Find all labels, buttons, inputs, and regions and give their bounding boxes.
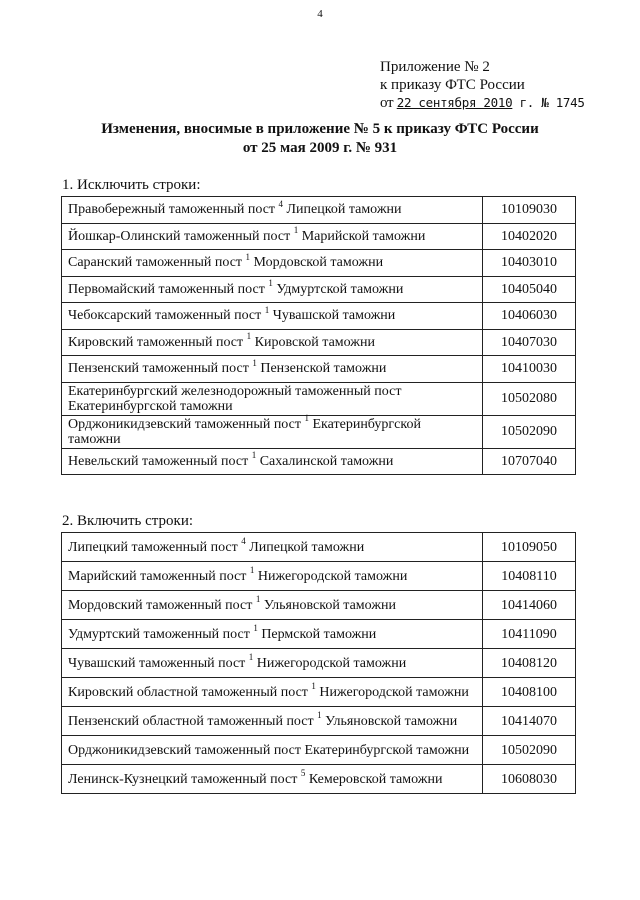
customs-post-name: Первомайский таможенный пост [68, 281, 265, 297]
customs-post-cell [62, 356, 483, 383]
customs-office-name: Мордовской таможни [250, 255, 384, 271]
customs-office-name: Екатеринбургской таможни [68, 416, 421, 447]
customs-post-code: 10407030 [483, 329, 576, 356]
customs-post-code: 10608030 [483, 765, 576, 794]
appendix-order-ref: к приказу ФТС России [380, 77, 525, 93]
footnote-marker: 1 [255, 593, 261, 604]
customs-post-name: Пензенский таможенный пост [68, 361, 249, 377]
customs-office-name: Нижегородской таможни [315, 684, 469, 700]
customs-post-cell [62, 678, 483, 707]
customs-post-name: Орджоникидзевский таможенный пост [68, 416, 301, 432]
customs-post-cell [62, 736, 483, 765]
customs-post-cell [62, 591, 483, 620]
table-row [62, 415, 576, 448]
appendix-order-number: 1745 [555, 95, 585, 110]
customs-office-name: Удмуртской таможни [272, 281, 404, 297]
footnote-marker: 1 [251, 450, 257, 461]
customs-post-cell [62, 197, 483, 224]
section-1-title: 1. Исключить строки: [62, 177, 201, 193]
customs-office-name: Ульяновской таможни [260, 597, 396, 613]
customs-post-code: 10414070 [483, 707, 576, 736]
footnote-marker: 1 [253, 622, 258, 633]
customs-post-name: Мордовский таможенный пост [68, 597, 253, 613]
customs-post-code: 10410030 [483, 356, 576, 383]
exclude-rows-table [61, 196, 576, 475]
customs-post-code: 10402020 [483, 223, 576, 250]
customs-post-cell [62, 412, 483, 448]
customs-post-code: 10109050 [483, 533, 576, 562]
footnote-marker: 5 [300, 767, 306, 778]
appendix-date-suffix: г. № [512, 95, 556, 110]
customs-post-cell [62, 329, 483, 356]
customs-post-name: Саранский таможенный пост [68, 255, 243, 271]
table-row [62, 765, 576, 794]
table-row [62, 678, 576, 707]
footnote-marker: 1 [317, 709, 322, 720]
appendix-date-prefix: от [380, 95, 397, 111]
table-row [62, 591, 576, 620]
customs-post-code: 10502090 [483, 736, 576, 765]
footnote-marker: 1 [304, 412, 309, 423]
footnote-marker: 1 [246, 331, 252, 342]
customs-post-code: 10403010 [483, 250, 576, 277]
customs-post-name: Липецкий таможенный пост [68, 539, 238, 555]
customs-post-cell [62, 533, 483, 562]
customs-post-name: Чебоксарский таможенный пост [68, 308, 262, 324]
customs-office-name: Нижегородской таможни [254, 568, 408, 584]
customs-post-cell [62, 448, 483, 475]
customs-post-code: 10502090 [483, 415, 576, 448]
footnote-marker: 1 [248, 651, 254, 662]
table-row [62, 382, 576, 415]
table-row [62, 276, 576, 303]
heading-line-2: от 25 мая 2009 г. № 931 [242, 140, 398, 156]
footnote-marker: 4 [241, 535, 246, 546]
customs-office-name: Липецкой таможни [283, 202, 402, 218]
customs-post-name: Кировский областной таможенный пост [68, 684, 308, 700]
page-number: 4 [317, 8, 323, 20]
footnote-marker: 1 [268, 278, 273, 289]
table-row [62, 562, 576, 591]
footnote-marker: 1 [311, 680, 316, 691]
table-row [62, 707, 576, 736]
customs-post-name: Ленинск-Кузнецкий таможенный пост [68, 771, 298, 787]
customs-post-code: 10411090 [483, 620, 576, 649]
table-row [62, 303, 576, 330]
customs-office-name: Нижегородской таможни [253, 655, 407, 671]
customs-post-cell [62, 707, 483, 736]
footnote-marker: 4 [278, 198, 284, 209]
section-2-title: 2. Включить строки: [62, 513, 194, 529]
table-row [62, 329, 576, 356]
customs-post-code: 10109030 [483, 197, 576, 224]
customs-office-name: Кировской таможни [251, 334, 375, 350]
footnote-marker: 1 [252, 357, 257, 368]
customs-post-cell [62, 382, 483, 415]
customs-post-cell [62, 620, 483, 649]
customs-post-name: Удмуртский таможенный пост [68, 626, 250, 642]
footnote-marker: 1 [249, 564, 255, 575]
customs-post-cell [62, 276, 483, 303]
customs-post-code: 10408100 [483, 678, 576, 707]
customs-office-name: Чувашской таможни [269, 308, 396, 324]
customs-post-code: 10408120 [483, 649, 576, 678]
appendix-date-value: 22 сентября 2010 [396, 95, 513, 110]
customs-post-cell [62, 765, 483, 794]
footnote-marker: 1 [245, 251, 251, 262]
table-row [62, 448, 576, 475]
table-row [62, 620, 576, 649]
customs-office-name: Кемеровской таможни [305, 771, 443, 787]
customs-post-name: Кировский таможенный пост [68, 334, 244, 350]
customs-office-name: Ульяновской таможни [321, 713, 458, 729]
table-row [62, 649, 576, 678]
customs-office-name: Пензенской таможни [256, 361, 387, 377]
customs-post-code: 10502080 [483, 382, 576, 415]
heading-line-1: Изменения, вносимые в приложение № 5 к приказу ФТС России [101, 121, 539, 137]
customs-post-cell [62, 250, 483, 277]
customs-post-code: 10707040 [483, 448, 576, 475]
customs-post-code: 10406030 [483, 303, 576, 330]
customs-office-name: Сахалинской таможни [256, 453, 394, 469]
customs-post-name: Пензенский областной таможенный пост [68, 713, 314, 729]
customs-post-cell [62, 562, 483, 591]
customs-post-cell [62, 223, 483, 250]
customs-office-name: Марийской таможни [298, 228, 426, 244]
customs-post-name: Екатеринбургский железнодорожный таможенный пост Екатеринбургской таможни [68, 383, 402, 414]
customs-post-cell [62, 303, 483, 330]
customs-post-code: 10408110 [483, 562, 576, 591]
footnote-marker: 1 [293, 225, 299, 236]
include-rows-table [61, 532, 576, 794]
table-row [62, 250, 576, 277]
appendix-title: Приложение № 2 [380, 59, 490, 75]
document-heading [0, 120, 640, 158]
appendix-block [380, 58, 585, 112]
customs-office-name: Липецкой таможни [245, 539, 365, 555]
table-row [62, 736, 576, 765]
customs-post-name: Йошкар-Олинский таможенный пост [68, 228, 291, 244]
table-row [62, 223, 576, 250]
customs-post-code: 10405040 [483, 276, 576, 303]
footnote-marker: 1 [264, 304, 270, 315]
customs-post-name: Орджоникидзевский таможенный пост Екатеринбургской таможни [68, 742, 470, 758]
customs-post-name: Марийский таможенный пост [68, 568, 247, 584]
customs-office-name: Пермской таможни [257, 626, 377, 642]
customs-post-name: Правобережный таможенный пост [68, 202, 276, 218]
customs-post-name: Невельский таможенный пост [68, 453, 249, 469]
appendix-date-line [380, 94, 585, 112]
table-row [62, 197, 576, 224]
customs-post-name: Чувашский таможенный пост [68, 655, 246, 671]
customs-post-cell [62, 649, 483, 678]
table-row [62, 533, 576, 562]
table-row [62, 356, 576, 383]
customs-post-code: 10414060 [483, 591, 576, 620]
